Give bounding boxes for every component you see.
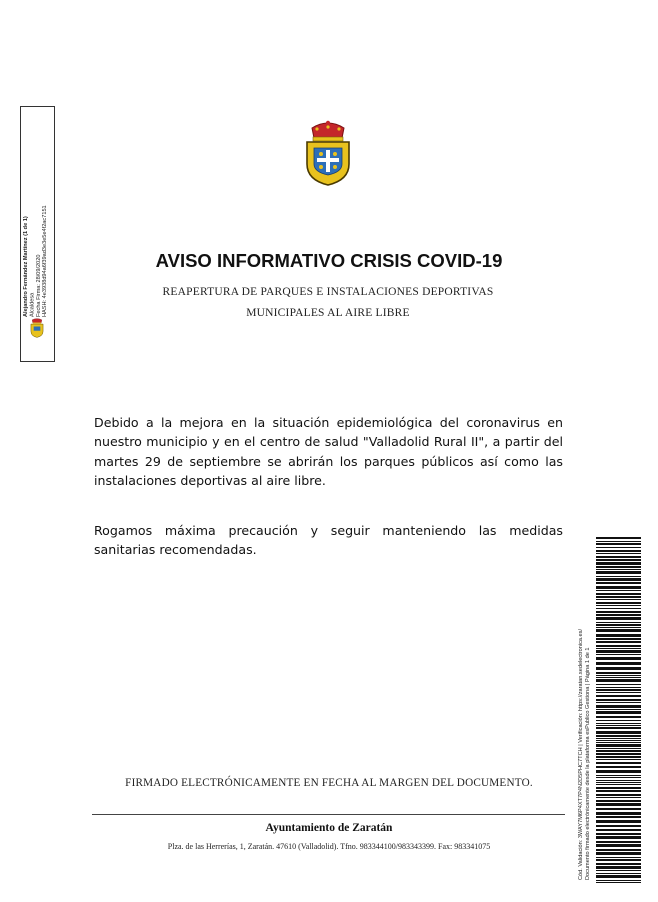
- barcode-bar: [596, 727, 641, 729]
- barcode-bar: [596, 672, 641, 674]
- barcode-bar: [596, 833, 641, 835]
- barcode-bar: [596, 559, 641, 561]
- sign-date: Fecha Firma: 28/09/2020: [35, 254, 42, 317]
- barcode-bar: [596, 803, 641, 806]
- barcode-bar: [596, 602, 641, 604]
- barcode-bar: [596, 662, 641, 665]
- signature-stamp-text: [23, 112, 49, 317]
- barcode-bar: [596, 687, 641, 688]
- barcode-bar: [596, 571, 641, 574]
- barcode-bar: [596, 738, 641, 739]
- barcode-bar: [596, 582, 641, 584]
- barcode-bar: [596, 624, 641, 626]
- barcode-bar: [596, 657, 641, 660]
- barcode-bar: [596, 586, 641, 589]
- barcode-bar: [596, 716, 641, 718]
- barcode-bar: [596, 599, 641, 600]
- barcode-bar: [596, 543, 641, 545]
- barcode-bar: [596, 562, 641, 565]
- barcode-bar: [596, 759, 641, 760]
- barcode-bar: [596, 634, 641, 637]
- barcode-bar: [596, 689, 641, 691]
- barcode-bar: [596, 556, 641, 558]
- barcode-bar: [596, 790, 641, 792]
- barcode-bar: [596, 596, 641, 598]
- municipal-crest-icon: [302, 120, 354, 186]
- barcode-bar: [596, 675, 641, 676]
- barcode-bar: [596, 699, 641, 701]
- signature-crest-icon: [27, 318, 47, 338]
- document-subtitle: [100, 282, 556, 324]
- barcode-bar: [596, 593, 641, 595]
- verification-line-1: Cód. Validación: 3WAY7M6P4XT7P4N2D5PHC7TCH | Verificación: https://zaratan.sedelectronica.es/: [578, 628, 584, 880]
- barcode-bar: [596, 852, 641, 855]
- barcode-bar: [596, 753, 641, 755]
- subtitle-line-1: REAPERTURA DE PARQUES E INSTALACIONES DEPORTIVAS: [162, 286, 494, 298]
- barcode-bar: [596, 705, 641, 708]
- barcode-bar: [596, 756, 641, 758]
- barcode-bar: [596, 648, 641, 649]
- footer-address: Plza. de las Herrerías, 1, Zaratán. 47610 (Valladolid). Tfno. 983344100/983343399. Fax: 983341075: [167, 842, 491, 851]
- barcode-bar: [596, 748, 641, 749]
- barcode-bar: [596, 695, 641, 697]
- body-paragraph-1: Debido a la mejora en la situación epidemiológica del coronavirus en nuestro municipio y en el centro de salud "Valladolid Rural II", a partir del martes 29 de septiembre se abrirán los parques públicos así como las instalaciones deportivas al aire libre.: [94, 414, 563, 489]
- barcode-bar: [596, 553, 641, 554]
- subtitle-line-2: MUNICIPALES AL AIRE LIBRE: [246, 307, 410, 319]
- barcode-bar: [596, 605, 641, 606]
- signer-role: Alcaldesa: [29, 292, 36, 317]
- barcode-bar: [596, 857, 641, 858]
- barcode-bar: [596, 863, 641, 865]
- barcode-bar: [596, 780, 641, 781]
- barcode-bar: [596, 882, 641, 883]
- footer-organization: Ayuntamiento de Zaratán: [265, 822, 393, 834]
- barcode-bar: [596, 782, 641, 783]
- barcode-bar: [596, 641, 641, 643]
- barcode-bar: [596, 880, 641, 881]
- barcode-bar: [596, 762, 641, 764]
- barcode-bar: [596, 679, 641, 682]
- barcode-bar: [596, 608, 641, 609]
- barcode-bar: [596, 770, 641, 773]
- barcode-bar: [596, 742, 641, 743]
- barcode-bar: [596, 750, 641, 752]
- verification-barcode: [596, 537, 641, 883]
- barcode-bar: [596, 550, 641, 552]
- barcode-bar: [596, 775, 641, 776]
- barcode-bar: [596, 870, 641, 871]
- signer-name: Alejandro Fernández Martínez (1 de 1): [23, 216, 29, 317]
- barcode-bar: [596, 825, 641, 827]
- barcode-bar: [596, 578, 641, 581]
- barcode-bar: [596, 784, 641, 785]
- barcode-bar: [596, 654, 641, 655]
- barcode-bar: [596, 797, 641, 798]
- barcode-bar: [596, 677, 641, 678]
- barcode-bar: [596, 611, 641, 613]
- barcode-bar: [596, 829, 641, 831]
- barcode-bar: [596, 794, 641, 796]
- barcode-bar: [596, 725, 641, 726]
- barcode-bar: [596, 537, 641, 539]
- barcode-bar: [596, 740, 641, 741]
- barcode-bar: [596, 614, 641, 616]
- barcode-bar: [596, 684, 641, 685]
- barcode-bar: [596, 645, 641, 647]
- barcode-bar: [596, 873, 641, 874]
- barcode-bar: [596, 667, 641, 670]
- barcode-bar: [596, 841, 641, 843]
- barcode-bar: [596, 849, 641, 851]
- barcode-bar: [596, 812, 641, 815]
- barcode-bar: [596, 629, 641, 632]
- barcode-bar: [596, 875, 641, 878]
- barcode-bar: [596, 711, 641, 714]
- barcode-bar: [596, 547, 641, 548]
- footer-divider: [92, 814, 565, 815]
- barcode-bar: [596, 622, 641, 623]
- barcode-bar: [596, 569, 641, 570]
- barcode-bar: [596, 766, 641, 768]
- barcode-bar: [596, 650, 641, 653]
- barcode-bar: [596, 617, 641, 620]
- barcode-bar: [596, 702, 641, 703]
- body-paragraph-2: Rogamos máxima precaución y seguir manteniendo las medidas sanitarias recomendadas.: [94, 522, 563, 558]
- barcode-bar: [596, 541, 641, 542]
- barcode-bar: [596, 566, 641, 568]
- barcode-bar: [596, 576, 641, 577]
- barcode-bar: [596, 808, 641, 810]
- barcode-bar: [596, 709, 641, 710]
- barcode-bar: [596, 866, 641, 869]
- barcode-bar: [596, 777, 641, 778]
- barcode-bar: [596, 692, 641, 693]
- barcode-bar: [596, 638, 641, 640]
- barcode-bar: [596, 844, 641, 847]
- sign-hash: HASH: 4e3938d94a6f39ad3e3e5e4f2ac7151: [42, 205, 49, 317]
- document-title: AVISO INFORMATIVO CRISIS COVID-19: [155, 250, 503, 271]
- barcode-bar: [596, 859, 641, 861]
- barcode-bar: [596, 720, 641, 721]
- barcode-bar: [596, 627, 641, 628]
- verification-line-2: Documento firmado electrónicamente desde la plataforma esPublico Gestiona | Página 1 de 1: [585, 647, 591, 880]
- barcode-bar: [596, 820, 641, 823]
- barcode-bar: [596, 590, 641, 591]
- barcode-bar: [596, 787, 641, 789]
- barcode-bar: [596, 816, 641, 818]
- barcode-bar: [596, 735, 641, 737]
- barcode-bar: [596, 800, 641, 802]
- barcode-bar: [596, 744, 641, 747]
- barcode-bar: [596, 836, 641, 839]
- barcode-bar: [596, 731, 641, 734]
- barcode-bar: [596, 723, 641, 724]
- electronic-signature-note: FIRMADO ELECTRÓNICAMENTE EN FECHA AL MARGEN DEL DOCUMENTO.: [125, 777, 533, 789]
